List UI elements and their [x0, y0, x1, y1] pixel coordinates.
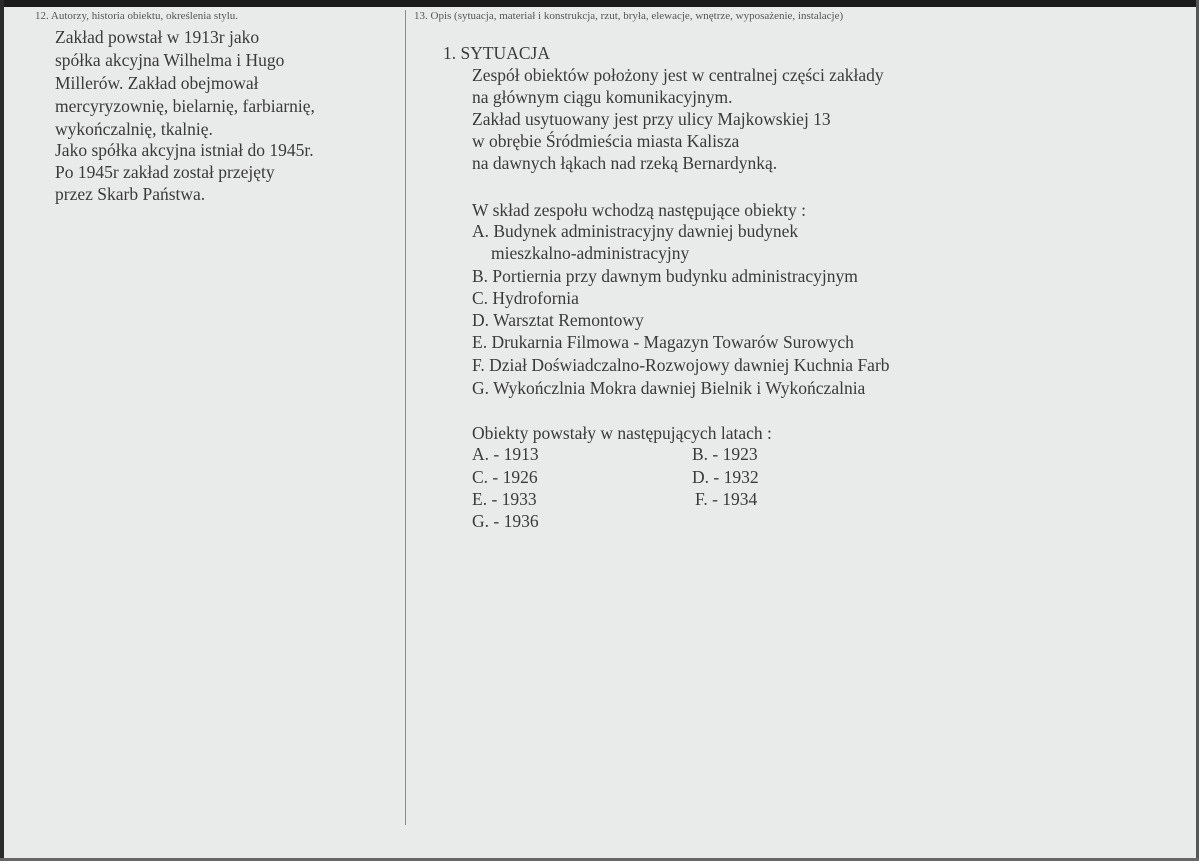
year-item: D. - 1932 [692, 467, 759, 487]
object-item: E. Drukarnia Filmowa - Magazyn Towarów Surowych [472, 332, 854, 352]
years-intro: Obiekty powstały w następujących latach : [472, 423, 772, 443]
object-item: B. Portiernia przy dawnym budynku administracyjnym [472, 266, 858, 286]
column-divider [405, 10, 406, 825]
scan-top-edge [0, 0, 1199, 7]
history-line: Po 1945r zakład został przejęty [55, 162, 275, 182]
object-item: C. Hydrofornia [472, 288, 579, 308]
history-line: Zakład powstał w 1913r jako [55, 27, 260, 47]
section-13-header: 13. Opis (sytuacja, materiał i konstrukcja, rzut, bryła, elewacje, wnętrze, wyposażenie, instalacje) [414, 10, 844, 22]
history-line: Jako spółka akcyjna istniał do 1945r. [55, 140, 314, 160]
situation-line: w obrębie Śródmieścia miasta Kalisza [472, 131, 740, 151]
history-line: wykończalnię, tkalnię. [55, 119, 213, 139]
history-line: przez Skarb Państwa. [55, 184, 206, 204]
year-item: F. - 1934 [695, 489, 758, 509]
scan-left-edge [0, 0, 4, 861]
situation-line: na głównym ciągu komunikacyjnym. [472, 87, 733, 107]
object-item: D. Warsztat Remontowy [472, 310, 644, 330]
history-line: mercyryzownię, bielarnię, farbiarnię, [55, 96, 315, 116]
section-heading: 1. SYTUACJA [443, 43, 550, 63]
object-item: A. Budynek administracyjny dawniej budynek [472, 221, 799, 241]
history-line: Millerów. Zakład obejmował [55, 73, 259, 93]
object-item: G. Wykończlnia Mokra dawniej Bielnik i Wykończalnia [472, 378, 866, 398]
object-item: F. Dział Doświadczalno-Rozwojowy dawniej Kuchnia Farb [472, 355, 890, 375]
object-item-continuation: mieszkalno-administracyjny [491, 243, 690, 263]
year-item: A. - 1913 [472, 444, 539, 464]
objects-intro: W skład zespołu wchodzą następujące obiekty : [472, 200, 807, 220]
year-item: B. - 1923 [692, 444, 758, 464]
history-line: spółka akcyjna Wilhelma i Hugo [55, 50, 285, 70]
situation-line: Zakład usytuowany jest przy ulicy Majkowskiej 13 [472, 109, 831, 129]
situation-line: na dawnych łąkach nad rzeką Bernardynką. [472, 153, 778, 173]
year-item: G. - 1936 [472, 511, 539, 531]
situation-line: Zespół obiektów położony jest w centralnej części zakłady [472, 65, 884, 85]
year-item: C. - 1926 [472, 467, 538, 487]
section-12-header: 12. Autorzy, historia obiektu, określenia stylu. [35, 10, 239, 22]
year-item: E. - 1933 [472, 489, 537, 509]
